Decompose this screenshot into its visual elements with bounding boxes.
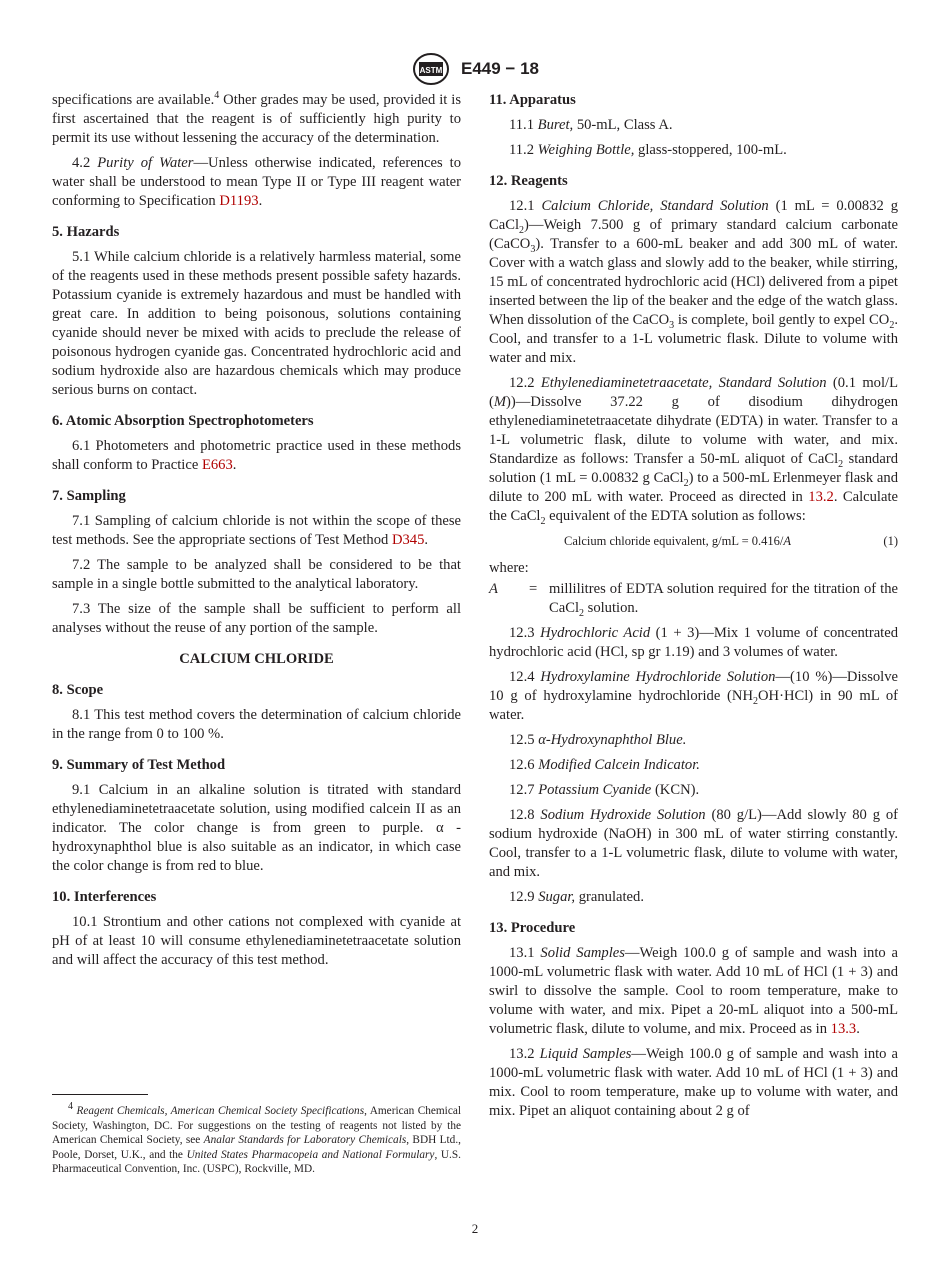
ref-13-3-link[interactable]: 13.3: [830, 1021, 857, 1037]
paragraph-12-7: 12.7 Potassium Cyanide (KCN).: [509, 782, 700, 798]
where-label: where:: [489, 560, 529, 576]
heading-sampling: 7. Sampling: [52, 488, 126, 504]
section-title: CALCIUM CHLORIDE: [179, 651, 334, 667]
definition-equals: =: [529, 581, 538, 597]
paragraph-11-2: 11.2 Weighing Bottle, glass-stoppered, 100-mL.: [509, 142, 787, 158]
paragraph-12-4: 12.4 Hydroxylamine Hydrochloride Solution—(10 %)—Dissolve 10 g of hydroxylamine hydrochloride $(NH_2OH\cdot HCl)$ in 90 mL of water.: [489, 669, 899, 723]
paragraph-8-1: 8.1 This test method covers the determination of calcium chloride in the range from 0 to 100 %.: [52, 707, 461, 742]
paragraph-12-6: 12.6 Modified Calcein Indicator.: [509, 757, 700, 773]
variable-definition: [489, 580, 898, 618]
heading-scope: 8. Scope: [52, 682, 104, 698]
heading-spectrophotometers: 6. Atomic Absorption Spectrophotometers: [52, 413, 314, 429]
footnote-divider: [52, 1094, 148, 1095]
paragraph-12-8: 12.8 Sodium Hydroxide Solution (80 g/L)—Add slowly 80 g of sodium hydroxide (NaOH) in 300 mL of water stirring constantly. Cool, transfer to a 1-L volumetric flask, dilute to volume with water, and mix.: [489, 807, 899, 880]
paragraph-7-1: 7.1 Sampling of calcium chloride is not within the scope of these test methods. See the appropriate sections of Test Method D345.: [52, 513, 461, 548]
definition-symbol: A: [489, 581, 498, 597]
page-number: 2: [471, 1221, 479, 1236]
paragraph-12-5: 12.5 α-Hydroxynaphthol Blue.: [509, 732, 687, 748]
ref-13-2-link[interactable]: 13.2: [808, 489, 834, 505]
paragraph-7-2: 7.2 The sample to be analyzed shall be considered to be that sample in a single bottle submitted to the analytical laboratory.: [52, 557, 461, 592]
paragraph-9-1: 9.1 Calcium in an alkaline solution is titrated with standard ethylenediaminetetraacetate solution, using modified calcein II as an indicator. The color change is from green to purple. α -hydroxynaphthol blue is also suitable as an indicator, in which case the color change is from red to blue.: [52, 782, 461, 874]
paragraph-11-1: 11.1 Buret, 50-mL, Class A.: [509, 117, 673, 133]
paragraph-13-1: 13.1 Solid Samples—Weigh 100.0 g of sample and wash into a 1000-mL volumetric flask with water. Add 10 mL of HCl (1 + 3) and swirl to dissolve the sample. Cool to room temperature, make to volume with water, and mix. Pipet a 20-mL aliquot into a 500-mL volumetric flask, dilute to volume, and mix. Proceed as in 13.3.: [489, 945, 899, 1037]
astm-logo-icon: [411, 52, 451, 86]
ref-d1193-link[interactable]: D1193: [219, 193, 259, 209]
definition-text: millilitres of EDTA solution required for the titration of the CaCl$_2$ solution.: [549, 581, 898, 619]
paragraph-10-1: 10.1 Strontium and other cations not complexed with cyanide at pH of at least 10 will consume ethylenediaminetetraacetate solution and will affect the accuracy of this test method.: [52, 914, 461, 968]
paragraph-7-3: 7.3 The size of the sample shall be sufficient to perform all analyses without the reuse of any portion of the sample.: [52, 601, 461, 636]
paragraph-4-2: 4.2 Purity of Water—Unless otherwise indicated, references to water shall be understood to mean Type II or Type III reagent water conforming to Specification D1193.: [52, 155, 461, 209]
right-column: [489, 91, 898, 1127]
paragraph-4-1-cont: specifications are available.$^4$ Other grades may be used, provided it is first ascertained that the reagent is of sufficiently high purity to permit its use without lessening the accuracy of the determination.: [52, 90, 461, 146]
paragraph-13-2: 13.2 Liquid Samples—Weigh 100.0 g of sample and wash into a 1000-mL volumetric flask with water. Add 10 mL of HCl (1 + 3) and mix. Cool to room temperature, make up to volume with water, and mix. Pipet an aliquot containing about 2 g of: [489, 1046, 899, 1119]
paragraph-6-1: 6.1 Photometers and photometric practice used in these methods shall conform to Practice E663.: [52, 438, 461, 473]
paragraph-5-1: 5.1 While calcium chloride is a relatively harmless material, some of the reagents used in these methods present possible safety hazards. Potassium cyanide is extremely hazardous and must be handled with great care. In addition to being poisonous, solutions containing cyanide should never be mixed with acids to preclude the release of poisonous hydrogen cyanide gas. Concentrated hydrochloric acid and sodium hydroxide also are hazardous chemicals which may produce serious burns on contact.: [52, 249, 461, 398]
equation-text: Calcium chloride equivalent, g/mL = 0.416/A: [564, 534, 792, 548]
document-code: E449 − 18: [461, 59, 539, 78]
paragraph-12-9: 12.9 Sugar, granulated.: [509, 889, 644, 905]
ref-e663-link[interactable]: E663: [201, 457, 233, 473]
equation-1: [489, 532, 898, 551]
heading-summary: 9. Summary of Test Method: [52, 757, 226, 773]
equation-number: (1): [883, 534, 898, 548]
left-column: [52, 91, 461, 976]
logo-text: ASTM: [419, 66, 443, 75]
heading-apparatus: 11. Apparatus: [489, 92, 576, 108]
heading-interferences: 10. Interferences: [52, 889, 157, 905]
heading-hazards: 5. Hazards: [52, 224, 120, 240]
paragraph-12-1: 12.1 Calcium Chloride, Standard Solution (1 mL = 0.00832 g CaCl$_2$)—Weigh 7.500 g of primary standard calcium carbonate (CaCO$_3$). Transfer to a 600-mL beaker and add 300 mL of water. Cover with a watch glass and slowly add to the beaker, while stirring, 15 mL of concentrated hydrochloric acid (HCl) delivered from a pipet inserted between the lip of the beaker and the edge of the watch glass. When dissolution of the CaCO$_3$ is complete, boil gently to expel $CO_2$. Cool, and transfer to a 1-L volumetric flask. Dilute to volume with water and mix.: [489, 198, 898, 366]
heading-reagents: 12. Reagents: [489, 173, 568, 189]
footnote: [52, 1101, 461, 1183]
paragraph-12-2: 12.2 Ethylenediaminetetraacetate, Standard Solution (0.1 mol/L (M))—Dissolve 37.22 g of disodium dihydrogen ethylenediaminetetraacetate dihydrate (EDTA) in water. Transfer to a 1-L volumetric flask, dilute to volume with water, and mix. Standardize as follows: Transfer a 50-mL aliquot of CaCl$_2$ standard solution (1 mL = 0.00832 g CaCl$_2$) to a 500-mL Erlenmeyer flask and dilute to 200 mL with water. Proceed as directed in 13.2. Calculate the CaCl$_2$ equivalent of the EDTA solution as follows:: [489, 375, 899, 527]
paragraph-12-3: 12.3 Hydrochloric Acid (1 + 3)—Mix 1 volume of concentrated hydrochloric acid (HCl, sp gr 1.19) and 3 volumes of water.: [489, 625, 899, 660]
page-header: [0, 52, 950, 86]
heading-procedure: 13. Procedure: [489, 920, 576, 936]
ref-d345-link[interactable]: D345: [391, 532, 425, 548]
footnote-4: $^4$ Reagent Chemicals, American Chemical Society Specifications, American Chemical Society, Washington, DC. For suggestions on the testing of reagents not listed by the American Chemical Society, see Analar Standards for Laboratory Chemicals, BDH Ltd., Poole, Dorset, U.K., and the United States Pharmacopeia and National Formulary, U.S. Pharmaceutical Convention, Inc. (USPC), Rockville, MD.: [52, 1101, 461, 1175]
